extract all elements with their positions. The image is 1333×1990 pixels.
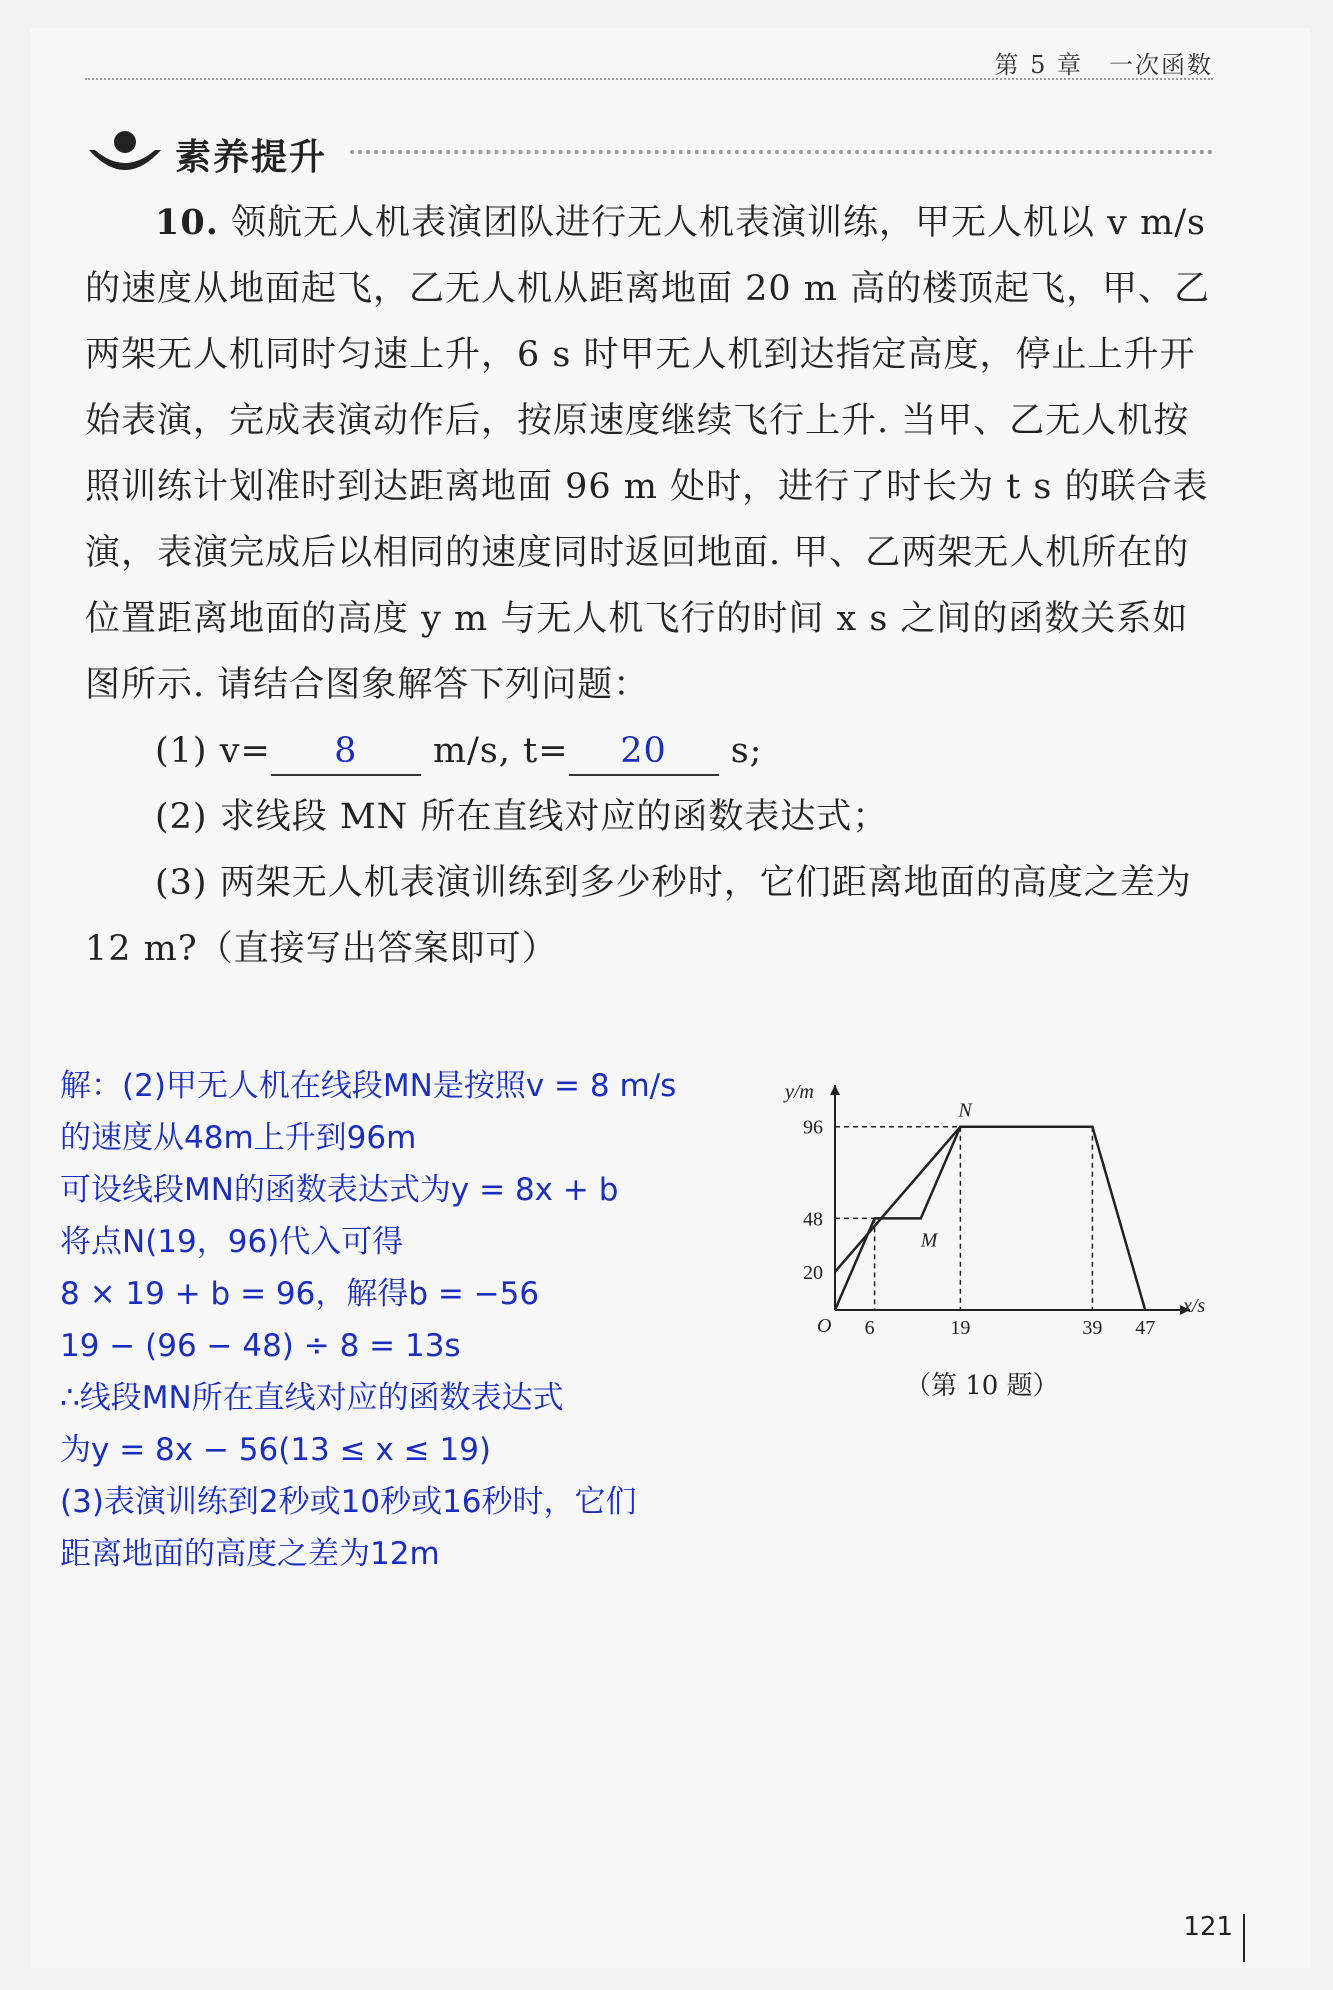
q1-mid: m/s, t=: [432, 731, 569, 771]
q1-suffix: s;: [730, 731, 763, 771]
problem-number: 10.: [155, 202, 219, 243]
question-2: (2) 求线段 MN 所在直线对应的函数表达式；: [155, 797, 889, 837]
point-label-M: M: [920, 1229, 938, 1252]
point-label-N: N: [958, 1099, 972, 1122]
y-tick-label: 48: [803, 1208, 823, 1231]
x-axis-label: x/s: [1183, 1295, 1206, 1317]
x-tick-label: 19: [950, 1317, 971, 1339]
function-graph: [770, 1085, 1210, 1355]
y-tick-label: 96: [803, 1116, 823, 1139]
origin-label: O: [817, 1315, 832, 1337]
page-number: 121: [1183, 1912, 1233, 1942]
section-title: 素养提升: [175, 136, 328, 178]
solution-line: 19 − (96 − 48) ÷ 8 = 13s: [60, 1328, 461, 1364]
header-divider: [85, 78, 1213, 80]
x-tick-label: 6: [864, 1317, 875, 1339]
solution-line: 解：(2)甲无人机在线段MN是按照v = 8 m/s: [60, 1068, 677, 1104]
page-number-bar: [1243, 1914, 1245, 1962]
solution-line: 为y = 8x − 56(13 ≤ x ≤ 19): [60, 1432, 492, 1468]
series-line-乙: [835, 1127, 960, 1272]
handwritten-solution: [60, 1060, 760, 1580]
answer-blank-t: 20: [569, 728, 719, 776]
solution-line: ∴线段MN所在直线对应的函数表达式: [60, 1380, 564, 1416]
question-3: (3) 两架无人机表演训练到多少秒时，它们距离地面的高度之差为 12 m?（直接写出答案即可）: [85, 863, 1192, 969]
y-tick-label: 20: [803, 1261, 823, 1284]
problem-10: [85, 190, 1215, 982]
question-1: [85, 718, 1215, 784]
problem-text: 领航无人机表演团队进行无人机表演训练，甲无人机以 v m/s 的速度从地面起飞，乙无人机从距离地面 20 m 高的楼顶起飞，甲、乙两架无人机同时匀速上升，6 s 时甲无人机到达指定高度，停止上升开始表演，完成表演动作后，按原速度继续飞行上升. 当甲、乙无人机按照训练计划准时到达距离地面 96 m 处时，进行了时长为 t s 的联合表演，表演完成后以相同的速度同时返回地面. 甲、乙两架无人机所在的位置距离地面的高度 y m 与无人机飞行的时间 x s 之间的函数关系如图所示. 请结合图象解答下列问题：: [85, 203, 1211, 705]
figure-caption: （第 10 题）: [905, 1371, 1059, 1401]
section-divider: [350, 150, 1213, 154]
solution-line: 可设线段MN的函数表达式为y = 8x + b: [60, 1172, 619, 1208]
solution-line: 距离地面的高度之差为12m: [60, 1536, 440, 1572]
x-tick-label: 39: [1082, 1317, 1103, 1339]
section-icon: [85, 128, 165, 180]
chapter-header: 第 5 章 一次函数: [994, 51, 1213, 79]
q1-prefix: (1) v=: [155, 731, 271, 771]
solution-line: (3)表演训练到2秒或10秒或16秒时，它们: [60, 1484, 637, 1520]
answer-blank-v: 8: [271, 728, 421, 776]
problem-statement: [85, 190, 1215, 718]
solution-line: 将点N(19，96)代入可得: [60, 1224, 404, 1260]
section-heading: [85, 128, 327, 180]
solution-line: 的速度从48m上升到96m: [60, 1120, 417, 1156]
y-axis-arrow: [830, 1085, 840, 1095]
y-axis-label: y/m: [785, 1085, 814, 1103]
x-tick-label: 47: [1135, 1317, 1156, 1339]
solution-line: 8 × 19 + b = 96，解得b = −56: [60, 1276, 540, 1312]
